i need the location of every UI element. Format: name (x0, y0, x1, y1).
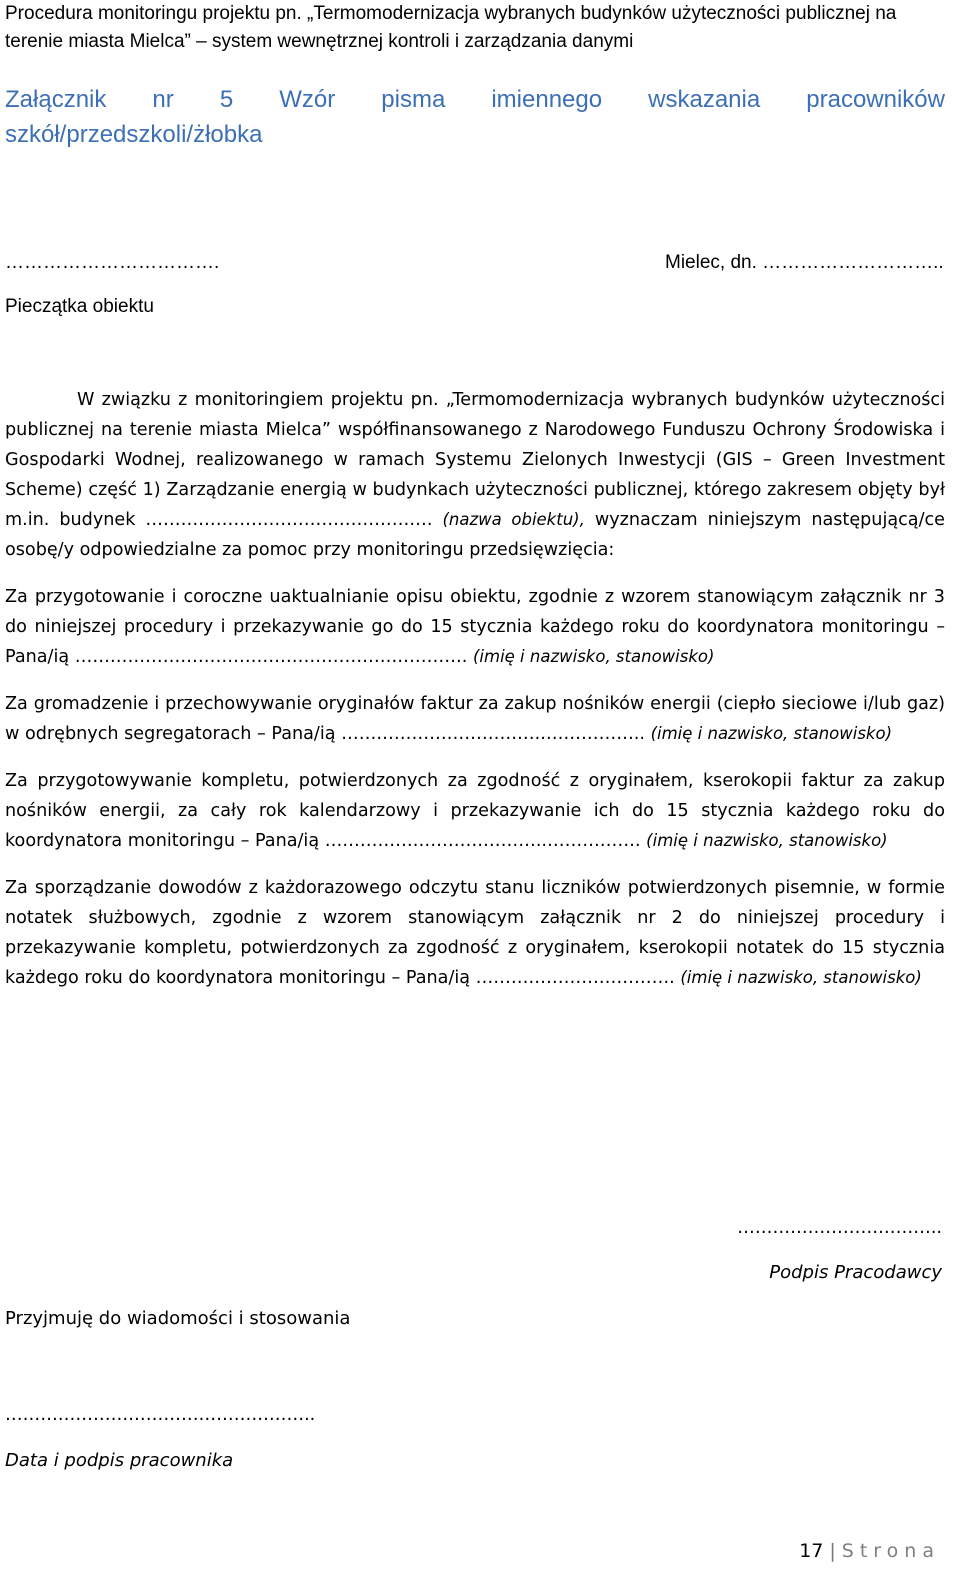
intro-text: W związku z monitoringiem projektu pn. „Termomodernizacja wybranych budynków użyteczności publicznej na terenie miasta Mielca” współfinansowanego z Narodowego Funduszu Ochrony Środowiska i Gospodarki Wodnej, realizowanego w ramach Systemu Zielonych Inwestycji (GIS – Green Investment Scheme) część 1) Zarządzanie energią w budynkach użyteczności publicznej, którego zakresem objęty był m.in. budynek …………………………………………. (5, 390, 945, 530)
annex-word: pisma (381, 86, 446, 113)
duty-hint: (imię i nazwisko, stanowisko) (646, 831, 888, 850)
duty-hint: (imię i nazwisko, stanowisko) (680, 968, 922, 987)
page-number: 17 (799, 1540, 824, 1562)
page-footer (799, 1540, 940, 1562)
duty-text: Za gromadzenie i przechowywanie oryginałów faktur za zakup nośników energii (ciepło sieciowe i/lub gaz) w odrębnych segregatorach – Pana/ią ……………………………..…………….. (5, 694, 945, 744)
duty-text: Za przygotowywanie kompletu, potwierdzonych za zgodność z oryginałem, kserokopii faktur za zakup nośników energii, za cały rok kalendarzowy i przekazywanie ich do 15 stycznia każdego roku do koordynatora monitoringu – Pana/ią ………………………………..……………. (5, 771, 945, 851)
employee-signature-line: …………………………………………….. (5, 1405, 316, 1425)
duty-text: Za sporządzanie dowodów z każdorazowego odczytu stanu liczników potwierdzonych pisemnie, w formie notatek służbowych, zgodnie z wzorem stanowiącym załącznik nr 2 do niniejszej procedury i przekazywanie kompletu, potwierdzonych za zgodność z oryginałem, kserokopii notatek do 15 stycznia każdego roku do koordynatora monitoringu – Pana/ią ……………………………. (5, 878, 945, 988)
annex-word: Wzór (279, 86, 336, 113)
annex-word: imiennego (491, 86, 603, 113)
annex-word: Załącznik (5, 86, 107, 113)
acceptance-text: Przyjmuję do wiadomości i stosowania (5, 1308, 351, 1329)
employer-signature-line: …………………………….. (737, 1218, 942, 1238)
duty-text: Za przygotowanie i coroczne uaktualnianie opisu obiektu, zgodnie z wzorem stanowiącym załącznik nr 3 do niniejszej procedury i przekazywanie go do 15 stycznia każdego roku do koordynatora monitoringu – Pana/ią …………………………………………………………. (5, 587, 945, 667)
duty-hint: (imię i nazwisko, stanowisko) (472, 647, 715, 666)
annex-word: pracowników (806, 86, 945, 113)
footer-word: Strona (841, 1540, 940, 1562)
duty-paragraph-3 (5, 766, 945, 856)
date-line: Mielec, dn. ……………………….. (665, 252, 944, 273)
footer-separator: | (829, 1540, 836, 1562)
annex-word: nr (152, 86, 174, 113)
annex-title-line-2: szkół/przedszkoli/żłobka (5, 121, 263, 148)
annex-word: 5 (219, 86, 234, 113)
letter-body (5, 385, 945, 1010)
stamp-placeholder: ……………………………. (5, 252, 220, 273)
employer-signature-label: Podpis Pracodawcy (769, 1262, 942, 1283)
document-header: Procedura monitoringu projektu pn. „Termomodernizacja wybranych budynków użyteczności publicznej na terenie miasta Mielca” – system wewnętrznej kontroli i zarządzania danymi (5, 3, 897, 52)
duty-hint: (imię i nazwisko, stanowisko) (650, 724, 893, 743)
duty-paragraph-2 (5, 689, 945, 749)
duty-paragraph-4 (5, 873, 945, 993)
intro-tail: wyznaczam niniejszym następującą/ce osobę/y odpowiedzialne za pomoc przy monitoringu przedsięwzięcia: (5, 510, 946, 560)
employee-signature-label: Data i podpis pracownika (5, 1450, 234, 1471)
stamp-label: Pieczątka obiektu (5, 296, 154, 317)
intro-hint: (nazwa obiektu), (442, 510, 585, 529)
annex-word: wskazania (648, 86, 761, 113)
intro-paragraph (5, 385, 945, 565)
annex-title (5, 82, 945, 152)
annex-title-line-1 (5, 82, 945, 117)
duty-paragraph-1 (5, 582, 945, 672)
